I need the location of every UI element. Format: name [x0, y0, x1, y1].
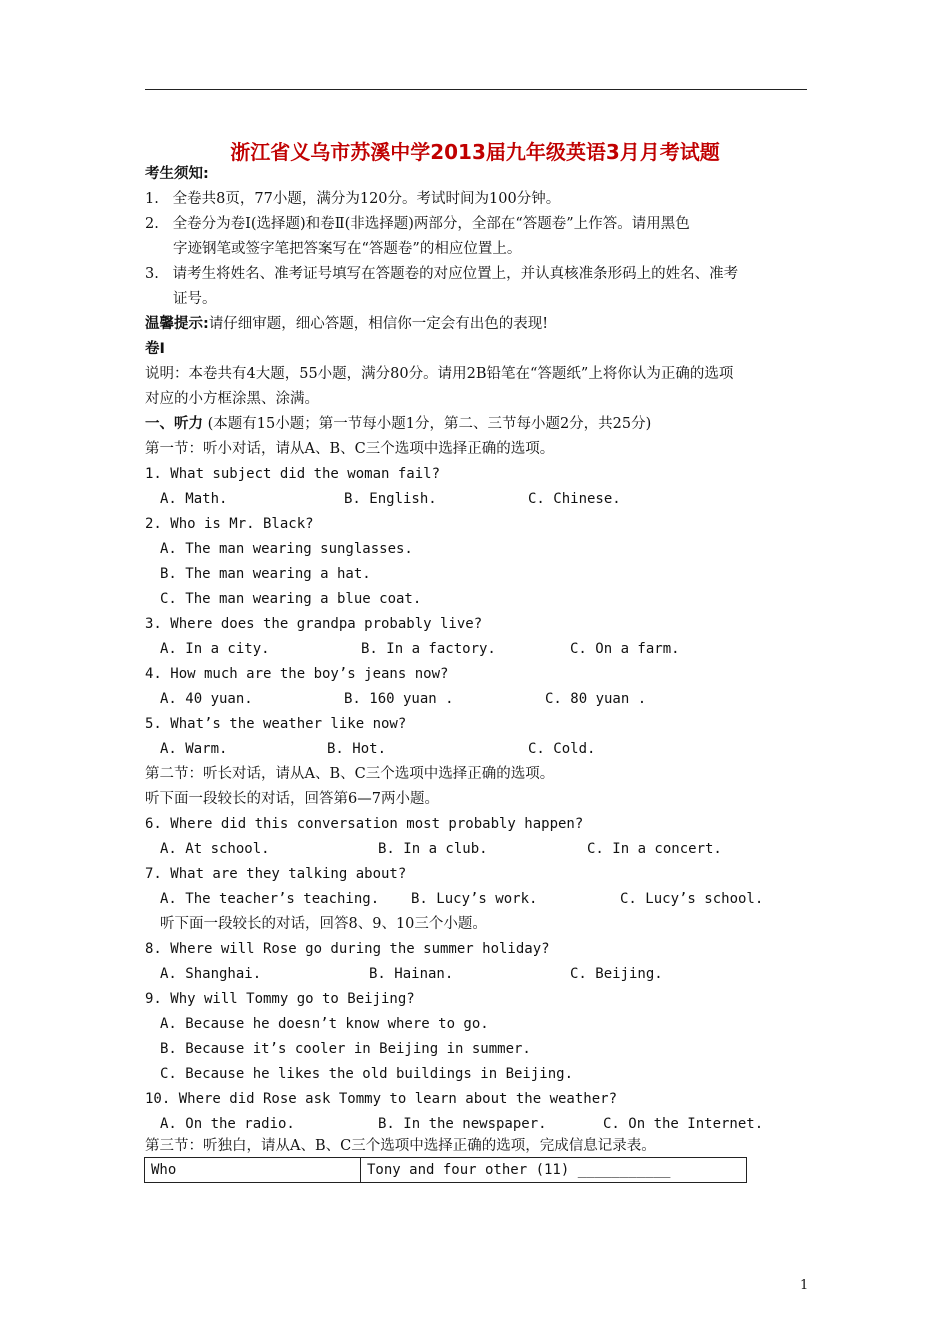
q3-option-a: A. In a city. — [160, 641, 270, 657]
question-8: 8. Where will Rose go during the summer holiday? — [145, 941, 550, 957]
explain-line-2: 对应的小方框涂黑、涂满。 — [145, 391, 319, 407]
top-rule — [145, 89, 807, 90]
q3-option-b: B. In a factory. — [361, 641, 496, 657]
q2-option-b: B. The man wearing a hat. — [160, 566, 371, 582]
question-4: 4. How much are the boy’s jeans now? — [145, 666, 449, 682]
page-number: 1 — [800, 1278, 809, 1293]
table-row — [145, 1158, 747, 1183]
q8-option-b: B. Hainan. — [369, 966, 454, 982]
q5-option-b: B. Hot. — [327, 741, 387, 757]
q5-option-a: A. Warm. — [160, 741, 228, 757]
volume-heading: 卷Ⅰ — [145, 341, 165, 357]
q1-option-b: B. English. — [344, 491, 437, 507]
q5-option-c: C. Cold. — [528, 741, 596, 757]
q7-option-c: C. Lucy’s school. — [620, 891, 764, 907]
q9-option-b: B. Because it’s cooler in Beijing in summer. — [160, 1041, 531, 1057]
notice-item-3-cont: 证号。 — [173, 291, 217, 307]
q7-option-a: A. The teacher’s teaching. — [160, 891, 380, 907]
record-table — [144, 1157, 747, 1183]
question-7: 7. What are they talking about? — [145, 866, 407, 882]
explain-line-1: 说明：本卷共有4大题，55小题，满分80分。请用2B铅笔在“答题纸”上将你认为正确的选项 — [145, 366, 734, 382]
q10-option-a: A. On the radio. — [160, 1116, 295, 1132]
q8-option-a: A. Shanghai. — [160, 966, 262, 982]
section1-heading: 一、听力 (本题有15小题；第一节每小题1分，第二、三节每小题2分，共25分) — [145, 416, 652, 432]
q4-option-b: B. 160 yuan . — [344, 691, 454, 707]
q8-option-c: C. Beijing. — [570, 966, 663, 982]
notice-item-2-cont: 字迹钢笔或签字笔把答案写在“答题卷”的相应位置上。 — [173, 241, 522, 257]
q3-option-c: C. On a farm. — [570, 641, 680, 657]
q2-option-a: A. The man wearing sunglasses. — [160, 541, 413, 557]
part3-heading: 第三节：听独白，请从A、B、C三个选项中选择正确的选项，完成信息记录表。 — [145, 1138, 656, 1154]
q9-option-c: C. Because he likes the old buildings in Beijing. — [160, 1066, 574, 1082]
tip: 温馨提示:请仔细审题，细心答题，相信你一定会有出色的表现! — [145, 316, 549, 332]
q6-option-b: B. In a club. — [378, 841, 488, 857]
q4-option-c: C. 80 yuan . — [545, 691, 647, 707]
q10-option-c: C. On the Internet. — [603, 1116, 764, 1132]
q7-option-b: B. Lucy’s work. — [411, 891, 538, 907]
notice-item-2: 2. 全卷分为卷Ⅰ(选择题)和卷Ⅱ(非选择题)两部分，全部在“答题卷”上作答。请用黑色 — [145, 216, 690, 232]
question-5: 5. What’s the weather like now? — [145, 716, 407, 732]
question-9: 9. Why will Tommy go to Beijing? — [145, 991, 415, 1007]
part2-heading: 第二节：听长对话，请从A、B、C三个选项中选择正确的选项。 — [145, 766, 555, 782]
question-3: 3. Where does the grandpa probably live? — [145, 616, 483, 632]
part2-intro-1: 听下面一段较长的对话，回答第6—7两小题。 — [145, 791, 439, 807]
question-2: 2. Who is Mr. Black? — [145, 516, 314, 532]
question-1: 1. What subject did the woman fail? — [145, 466, 441, 482]
notice-item-1: 1. 全卷共8页，77小题，满分为120分。考试时间为100分钟。 — [145, 191, 561, 207]
part1-heading: 第一节：听小对话，请从A、B、C三个选项中选择正确的选项。 — [145, 441, 555, 457]
exam-title: 浙江省义乌市苏溪中学2013届九年级英语3月月考试题 — [230, 140, 720, 164]
table-cell-who: Who — [145, 1158, 361, 1183]
question-10: 10. Where did Rose ask Tommy to learn about the weather? — [145, 1091, 618, 1107]
q1-option-c: C. Chinese. — [528, 491, 621, 507]
q2-option-c: C. The man wearing a blue coat. — [160, 591, 422, 607]
q1-option-a: A. Math. — [160, 491, 228, 507]
q6-option-a: A. At school. — [160, 841, 270, 857]
part2-intro-2: 听下面一段较长的对话，回答8、9、10三个小题。 — [160, 916, 487, 932]
q6-option-c: C. In a concert. — [587, 841, 722, 857]
notice-heading: 考生须知: — [145, 166, 209, 182]
q9-option-a: A. Because he doesn’t know where to go. — [160, 1016, 489, 1032]
notice-item-3: 3. 请考生将姓名、准考证号填写在答题卷的对应位置上，并认真核准条形码上的姓名、准考 — [145, 266, 739, 282]
q4-option-a: A. 40 yuan. — [160, 691, 253, 707]
q10-option-b: B. In the newspaper. — [378, 1116, 547, 1132]
question-6: 6. Where did this conversation most probably happen? — [145, 816, 584, 832]
table-cell-answer-11: Tony and four other (11) ___________ — [361, 1158, 747, 1183]
